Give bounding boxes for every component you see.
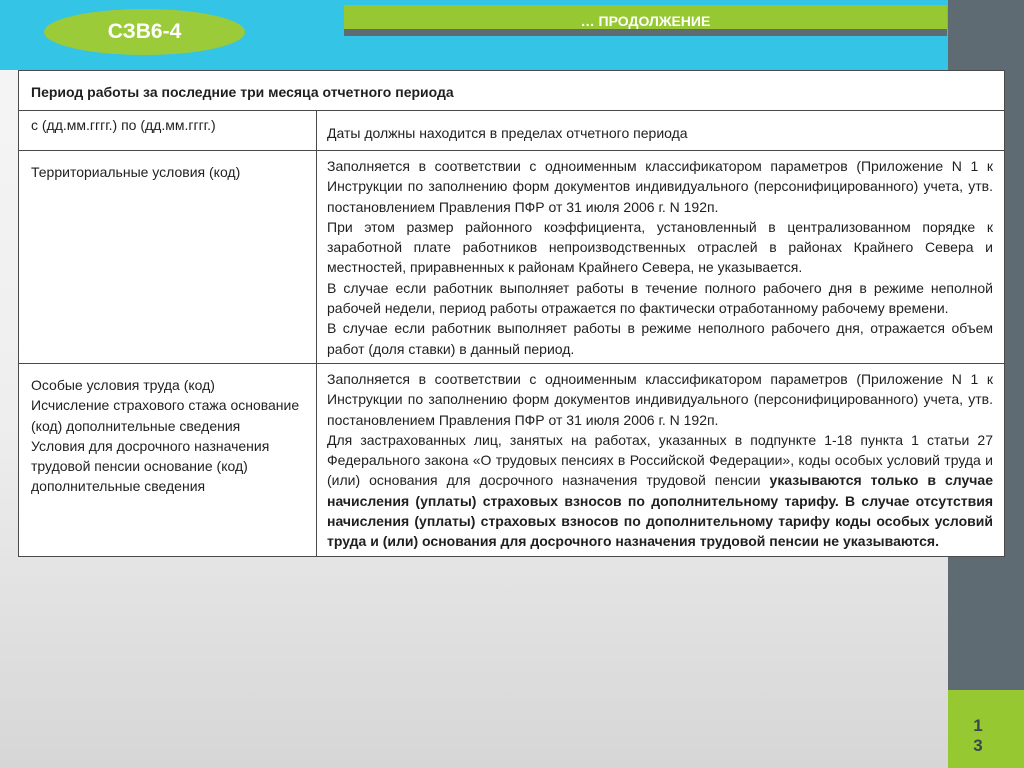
description-paragraph: Заполняется в соответствии с одноименным классификатором параметров (Приложение N 1 к Инструкции по заполнению форм документов индивидуального (персонифицированного) учета, утв. постановлением Правления ПФР от 31 июля 2006 г. N 192п. [327, 370, 993, 428]
field-description-cell [317, 111, 1005, 151]
field-name: с (дд.мм.гггг.) по (дд.мм.гггг.) [31, 117, 216, 133]
form-title-badge [44, 9, 245, 55]
continuation-banner [344, 5, 947, 36]
form-title: СЗВ6-4 [107, 20, 182, 43]
table-row [19, 111, 1005, 151]
table-row [19, 363, 1005, 556]
description-emphasis: указываются только в случае начисления (уплаты) страховых взносов по дополнительному тарифу. В случае отсутствия начисления (уплаты) страховых взносов по дополнительному тарифу коды особых условий труда и (или) основания для досрочного назначения трудовой пенсии не указываются. [327, 472, 993, 550]
field-name-cell [19, 111, 317, 151]
field-name: Территориальные условия (код) [31, 164, 241, 180]
description-text: Для застрахованных лиц, занятых на работах, указанных в подпункте 1-18 пункта 1 статьи 27 Федерального закона «О трудовых пенсиях в Российской Федерации», коды особых условий труда и (или) основания для досрочного назначения трудовой пенсии [327, 431, 993, 489]
field-description-cell [317, 151, 1005, 364]
description-paragraph [327, 430, 993, 552]
field-name: Особые условия труда (код) [31, 376, 215, 393]
field-description: Даты должны находится в пределах отчетного периода [327, 125, 688, 141]
table-header: Период работы за последние три месяца отчетного периода [19, 71, 1005, 111]
field-name: Условия для досрочного назначения трудовой пенсии основание (код) дополнительные сведения [31, 437, 270, 495]
table-header-row [19, 71, 1005, 111]
field-name-cell [19, 363, 317, 556]
continuation-label: … ПРОДОЛЖЕНИЕ [580, 13, 711, 29]
page-number-badge [955, 716, 1001, 762]
field-name-cell [19, 151, 317, 364]
description-paragraph: В случае если работник выполняет работы в течение полного рабочего дня в режиме неполной рабочей недели, период работы отражается по фактически отработанному рабочему времени. [327, 279, 993, 317]
table-row [19, 151, 1005, 364]
requirements-table [18, 70, 1005, 557]
field-name: Исчисление страхового стажа основание (код) дополнительные сведения [31, 397, 300, 434]
field-description-cell [317, 363, 1005, 556]
description-paragraph: При этом размер районного коэффициента, установленный в централизованном порядке к заработной плате работников непроизводственных отраслей в районах Крайнего Севера и местностей, приравненных к районам Крайнего Севера, не указывается. [327, 218, 993, 276]
description-paragraph: В случае если работник выполняет работы в режиме неполного рабочего дня, отражается объем работ (доля ставки) в данный период. [327, 320, 993, 357]
page-number: 1 3 [973, 716, 983, 755]
description-paragraph: Заполняется в соответствии с одноименным классификатором параметров (Приложение N 1 к Инструкции по заполнению форм документов индивидуального (персонифицированного) учета, утв. постановлением Правления ПФР от 31 июля 2006 г. N 192п. [327, 158, 993, 215]
